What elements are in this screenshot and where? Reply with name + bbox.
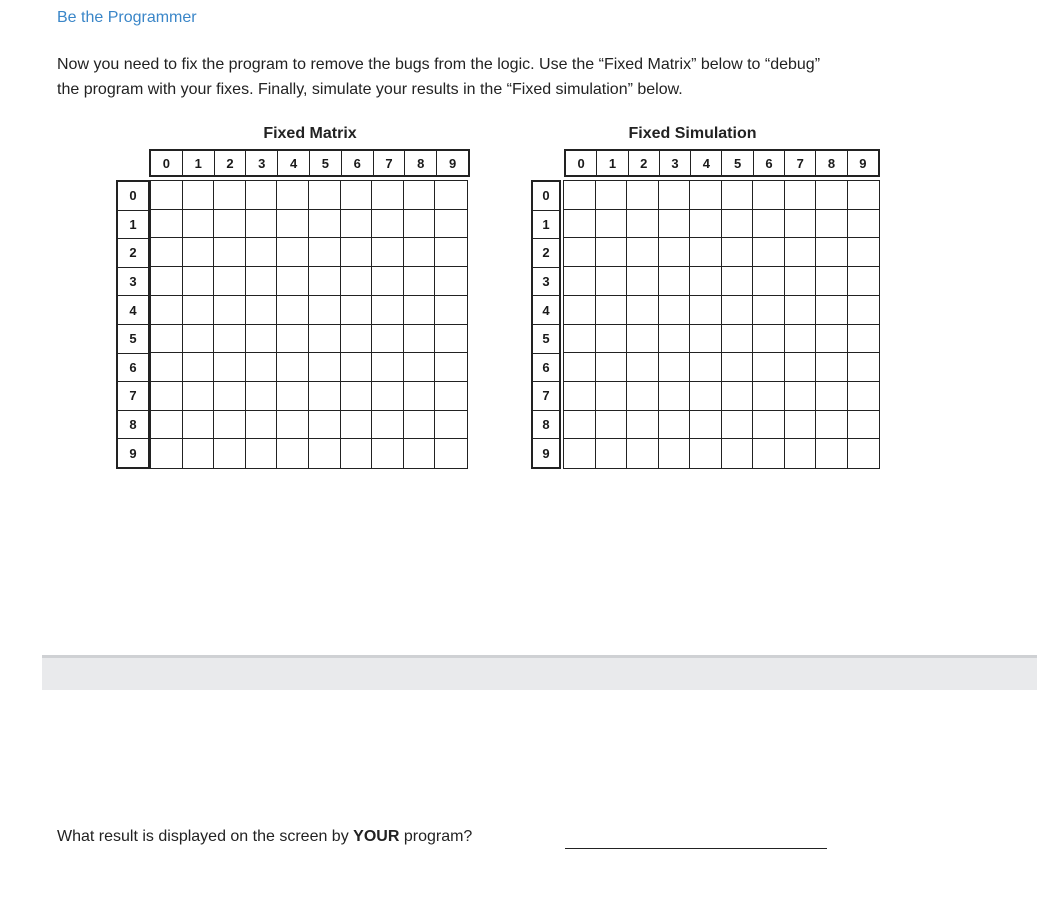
grid-cell[interactable] bbox=[341, 267, 373, 296]
grid-cell[interactable] bbox=[564, 325, 596, 354]
grid-cell[interactable] bbox=[341, 325, 373, 354]
grid-cell[interactable] bbox=[722, 382, 754, 411]
row-header: 0 bbox=[118, 182, 148, 211]
grid-cell[interactable] bbox=[183, 296, 215, 325]
row-header: 5 bbox=[118, 325, 148, 354]
grid-cell[interactable] bbox=[722, 267, 754, 296]
grid-cell[interactable] bbox=[785, 439, 817, 468]
grid-cell[interactable] bbox=[564, 411, 596, 440]
grid-cell[interactable] bbox=[435, 210, 467, 239]
grid-cell[interactable] bbox=[309, 411, 341, 440]
page-heading: Be the Programmer bbox=[57, 9, 197, 26]
grid-cell[interactable] bbox=[722, 353, 754, 382]
grid-cell[interactable] bbox=[404, 210, 436, 239]
grid-cell[interactable] bbox=[816, 238, 848, 267]
instructions-line-1: Now you need to fix the program to remove the bugs from the logic. Use the “Fixed Matrix” below to “debug” bbox=[57, 56, 821, 73]
grid-cell[interactable] bbox=[214, 238, 246, 267]
grid-cell[interactable] bbox=[753, 382, 785, 411]
grid-cell[interactable] bbox=[659, 411, 691, 440]
grid-cell[interactable] bbox=[564, 238, 596, 267]
grid-cell[interactable] bbox=[753, 353, 785, 382]
grid-cell[interactable] bbox=[659, 325, 691, 354]
grid-cell[interactable] bbox=[404, 411, 436, 440]
grid-cell[interactable] bbox=[183, 181, 215, 210]
grid-title: Fixed Matrix bbox=[263, 125, 357, 142]
grid-cell[interactable] bbox=[246, 210, 278, 239]
column-header: 3 bbox=[246, 151, 278, 175]
grid-cell[interactable] bbox=[183, 411, 215, 440]
column-header: 1 bbox=[183, 151, 215, 175]
grid-cell[interactable] bbox=[372, 353, 404, 382]
row-header: 4 bbox=[533, 296, 559, 325]
grid-cell[interactable] bbox=[372, 296, 404, 325]
grid-cell[interactable] bbox=[627, 411, 659, 440]
grid-cell[interactable] bbox=[309, 296, 341, 325]
grid-cell[interactable] bbox=[372, 411, 404, 440]
grid-cell[interactable] bbox=[214, 210, 246, 239]
grid-cell[interactable] bbox=[404, 267, 436, 296]
grid-cell[interactable] bbox=[627, 439, 659, 468]
grid-cell[interactable] bbox=[214, 411, 246, 440]
grid-cell[interactable] bbox=[151, 181, 183, 210]
grid-cell[interactable] bbox=[341, 181, 373, 210]
row-header: 9 bbox=[129, 445, 137, 461]
grid-cell[interactable] bbox=[753, 411, 785, 440]
grid-cell[interactable] bbox=[596, 267, 628, 296]
grid-cell[interactable] bbox=[785, 325, 817, 354]
column-header: 1 bbox=[597, 151, 628, 175]
grid-cell[interactable] bbox=[848, 353, 880, 382]
grid-cell[interactable] bbox=[277, 296, 309, 325]
column-header: 5 bbox=[310, 151, 342, 175]
instructions-line-2: the program with your fixes. Finally, simulate your results in the “Fixed simulation” below. bbox=[57, 81, 683, 98]
grid-cell[interactable] bbox=[277, 181, 309, 210]
column-header-row bbox=[149, 149, 470, 177]
grid-cell[interactable] bbox=[690, 181, 722, 210]
grid-cell[interactable] bbox=[246, 296, 278, 325]
grid-cells bbox=[150, 180, 468, 469]
column-header: 6 bbox=[342, 151, 374, 175]
grid-cell[interactable] bbox=[435, 296, 467, 325]
row-header: 7 bbox=[118, 382, 148, 411]
grid-cell[interactable] bbox=[404, 181, 436, 210]
grid-cell[interactable] bbox=[627, 210, 659, 239]
grid-cell[interactable] bbox=[246, 267, 278, 296]
grid-cell[interactable] bbox=[309, 439, 341, 468]
row-header: 6 bbox=[118, 354, 148, 383]
answer-blank-line[interactable] bbox=[565, 848, 827, 849]
grid-cell[interactable] bbox=[277, 325, 309, 354]
grid-cell[interactable] bbox=[627, 238, 659, 267]
grid-cell[interactable] bbox=[848, 181, 880, 210]
grid-cell[interactable] bbox=[659, 267, 691, 296]
grid-cell[interactable] bbox=[564, 382, 596, 411]
grid-cell[interactable] bbox=[309, 325, 341, 354]
grid-cell[interactable] bbox=[151, 382, 183, 411]
row-header: 3 bbox=[533, 268, 559, 297]
grid-cell[interactable] bbox=[277, 382, 309, 411]
row-header: 8 bbox=[118, 411, 148, 440]
grid-cell[interactable] bbox=[627, 296, 659, 325]
grid-cell[interactable] bbox=[596, 325, 628, 354]
grid-cell[interactable] bbox=[151, 353, 183, 382]
grid-cell[interactable] bbox=[151, 296, 183, 325]
grid-cell[interactable] bbox=[341, 411, 373, 440]
column-header: 9 bbox=[859, 155, 867, 171]
column-header: 6 bbox=[754, 151, 785, 175]
row-header: 5 bbox=[533, 325, 559, 354]
row-header: 2 bbox=[118, 239, 148, 268]
grid-cell[interactable] bbox=[309, 267, 341, 296]
grid-cell[interactable] bbox=[753, 439, 785, 468]
question-emphasis: YOUR bbox=[353, 828, 400, 845]
grid-cell[interactable] bbox=[722, 439, 754, 468]
grid-cell[interactable] bbox=[848, 210, 880, 239]
column-header: 0 bbox=[151, 151, 183, 175]
grid-cell[interactable] bbox=[372, 267, 404, 296]
grid-cells bbox=[563, 180, 880, 469]
grid-cell[interactable] bbox=[753, 267, 785, 296]
column-header: 7 bbox=[374, 151, 406, 175]
grid-cell[interactable] bbox=[848, 411, 880, 440]
grid-cell[interactable] bbox=[183, 325, 215, 354]
column-header: 8 bbox=[816, 151, 847, 175]
grid-cell[interactable] bbox=[564, 267, 596, 296]
grid-cell[interactable] bbox=[816, 382, 848, 411]
grid-cell[interactable] bbox=[246, 181, 278, 210]
grid-cell[interactable] bbox=[627, 353, 659, 382]
grid-cell[interactable] bbox=[341, 296, 373, 325]
grid-cell[interactable] bbox=[659, 181, 691, 210]
grid-cell[interactable] bbox=[246, 238, 278, 267]
grid-cell[interactable] bbox=[183, 210, 215, 239]
grid-cell[interactable] bbox=[753, 296, 785, 325]
grid-cell[interactable] bbox=[151, 325, 183, 354]
grid-cell[interactable] bbox=[690, 210, 722, 239]
grid-cell[interactable] bbox=[309, 181, 341, 210]
grid-cell[interactable] bbox=[753, 238, 785, 267]
grid-cell[interactable] bbox=[564, 296, 596, 325]
grid-cell[interactable] bbox=[277, 267, 309, 296]
grid-cell[interactable] bbox=[785, 296, 817, 325]
grid-cell[interactable] bbox=[246, 411, 278, 440]
grid-cell[interactable] bbox=[816, 439, 848, 468]
grid-cell[interactable] bbox=[246, 439, 278, 468]
grid-cell[interactable] bbox=[183, 238, 215, 267]
question-before: What result is displayed on the screen by bbox=[57, 828, 354, 845]
grid-cell[interactable] bbox=[785, 181, 817, 210]
grid-cell[interactable] bbox=[151, 411, 183, 440]
grid-cell[interactable] bbox=[785, 353, 817, 382]
grid-cell[interactable] bbox=[246, 325, 278, 354]
grid-cell[interactable] bbox=[659, 353, 691, 382]
grid-cell[interactable] bbox=[214, 353, 246, 382]
grid-cell[interactable] bbox=[690, 353, 722, 382]
grid-cell[interactable] bbox=[214, 325, 246, 354]
grid-cell[interactable] bbox=[848, 439, 880, 468]
grid-cell[interactable] bbox=[309, 353, 341, 382]
grid-cell[interactable] bbox=[722, 296, 754, 325]
grid-cell[interactable] bbox=[341, 353, 373, 382]
grid-cell[interactable] bbox=[690, 411, 722, 440]
page-separator bbox=[42, 655, 1037, 690]
grid-cell[interactable] bbox=[214, 181, 246, 210]
grid-cell[interactable] bbox=[151, 439, 183, 468]
grid-cell[interactable] bbox=[816, 411, 848, 440]
grid-cell[interactable] bbox=[722, 238, 754, 267]
grid-cell[interactable] bbox=[659, 210, 691, 239]
question-text bbox=[57, 828, 472, 846]
grid-cell[interactable] bbox=[627, 267, 659, 296]
grid-cell[interactable] bbox=[596, 181, 628, 210]
grid-cell[interactable] bbox=[372, 382, 404, 411]
grid-cell[interactable] bbox=[690, 439, 722, 468]
column-header: 3 bbox=[660, 151, 691, 175]
grid-cell[interactable] bbox=[659, 382, 691, 411]
column-header: 2 bbox=[629, 151, 660, 175]
grid-cell[interactable] bbox=[659, 439, 691, 468]
grid-cell[interactable] bbox=[404, 325, 436, 354]
grid-cell[interactable] bbox=[151, 210, 183, 239]
grid-cell[interactable] bbox=[341, 238, 373, 267]
instructions-paragraph bbox=[57, 52, 1017, 102]
grid-cell[interactable] bbox=[404, 439, 436, 468]
row-header: 1 bbox=[533, 211, 559, 240]
grid-cell[interactable] bbox=[627, 325, 659, 354]
grid-cell[interactable] bbox=[404, 238, 436, 267]
grid-cell[interactable] bbox=[183, 382, 215, 411]
grid-cell[interactable] bbox=[246, 382, 278, 411]
column-header: 2 bbox=[215, 151, 247, 175]
grid-cell[interactable] bbox=[404, 353, 436, 382]
grid-cell[interactable] bbox=[564, 439, 596, 468]
grid-cell[interactable] bbox=[277, 210, 309, 239]
grid-cell[interactable] bbox=[690, 238, 722, 267]
column-header-row bbox=[564, 149, 880, 177]
grid-cell[interactable] bbox=[627, 181, 659, 210]
column-header: 0 bbox=[566, 151, 597, 175]
grid-cell[interactable] bbox=[848, 267, 880, 296]
grid-cell[interactable] bbox=[690, 296, 722, 325]
grid-cell[interactable] bbox=[564, 181, 596, 210]
grid-cell[interactable] bbox=[690, 267, 722, 296]
column-header: 8 bbox=[405, 151, 437, 175]
grid-cell[interactable] bbox=[848, 325, 880, 354]
grid-cell[interactable] bbox=[246, 353, 278, 382]
grid-cell[interactable] bbox=[816, 181, 848, 210]
grid-cell[interactable] bbox=[277, 411, 309, 440]
grid-cell[interactable] bbox=[785, 210, 817, 239]
grid-cell[interactable] bbox=[372, 210, 404, 239]
grid-cell[interactable] bbox=[785, 267, 817, 296]
column-header: 4 bbox=[278, 151, 310, 175]
row-header: 8 bbox=[533, 411, 559, 440]
grid-cell[interactable] bbox=[848, 296, 880, 325]
grid-cell[interactable] bbox=[659, 238, 691, 267]
grid-cell[interactable] bbox=[596, 238, 628, 267]
grid-cell[interactable] bbox=[214, 439, 246, 468]
grid-cell[interactable] bbox=[816, 210, 848, 239]
row-header: 1 bbox=[118, 211, 148, 240]
row-header: 9 bbox=[542, 445, 550, 461]
grid-cell[interactable] bbox=[753, 325, 785, 354]
grid-cell[interactable] bbox=[372, 238, 404, 267]
grid-cell[interactable] bbox=[785, 238, 817, 267]
grid-cell[interactable] bbox=[753, 181, 785, 210]
grid-cell[interactable] bbox=[404, 382, 436, 411]
grid-cell[interactable] bbox=[627, 382, 659, 411]
grid-cell[interactable] bbox=[435, 439, 467, 468]
grid-cell[interactable] bbox=[848, 382, 880, 411]
grid-cell[interactable] bbox=[372, 325, 404, 354]
grid-cell[interactable] bbox=[341, 210, 373, 239]
grid-cell[interactable] bbox=[277, 353, 309, 382]
row-header: 3 bbox=[118, 268, 148, 297]
column-header: 9 bbox=[448, 155, 457, 171]
row-header: 2 bbox=[533, 239, 559, 268]
grid-cell[interactable] bbox=[183, 353, 215, 382]
row-header: 7 bbox=[533, 382, 559, 411]
grid-cell[interactable] bbox=[722, 210, 754, 239]
grid-cell[interactable] bbox=[435, 267, 467, 296]
grid-cell[interactable] bbox=[596, 353, 628, 382]
grid-cell[interactable] bbox=[435, 382, 467, 411]
grid-cell[interactable] bbox=[816, 353, 848, 382]
grid-cell[interactable] bbox=[722, 325, 754, 354]
grid-cell[interactable] bbox=[435, 411, 467, 440]
grid-cell[interactable] bbox=[816, 296, 848, 325]
grid-cell[interactable] bbox=[816, 325, 848, 354]
row-header: 6 bbox=[533, 354, 559, 383]
question-after: program? bbox=[399, 828, 473, 845]
grid-cell[interactable] bbox=[214, 296, 246, 325]
grid-cell[interactable] bbox=[722, 411, 754, 440]
grid-cell[interactable] bbox=[690, 382, 722, 411]
grid-cell[interactable] bbox=[214, 382, 246, 411]
column-header: 7 bbox=[785, 151, 816, 175]
grid-cell[interactable] bbox=[435, 353, 467, 382]
grid-cell[interactable] bbox=[816, 267, 848, 296]
grid-cell[interactable] bbox=[341, 439, 373, 468]
grid-cell[interactable] bbox=[183, 439, 215, 468]
grid-cell[interactable] bbox=[564, 210, 596, 239]
row-header: 0 bbox=[533, 182, 559, 211]
grid-cell[interactable] bbox=[183, 267, 215, 296]
row-header-column bbox=[531, 180, 561, 469]
grid-cell[interactable] bbox=[277, 238, 309, 267]
grid-cell[interactable] bbox=[596, 296, 628, 325]
grid-cell[interactable] bbox=[309, 382, 341, 411]
grid-cell[interactable] bbox=[596, 382, 628, 411]
grid-cell[interactable] bbox=[753, 210, 785, 239]
column-header: 4 bbox=[691, 151, 722, 175]
grid-cell[interactable] bbox=[435, 325, 467, 354]
grid-cell[interactable] bbox=[435, 181, 467, 210]
grid-cell[interactable] bbox=[690, 325, 722, 354]
grid-cell[interactable] bbox=[596, 411, 628, 440]
grid-cell[interactable] bbox=[151, 267, 183, 296]
row-header: 4 bbox=[118, 296, 148, 325]
grid-cell[interactable] bbox=[564, 353, 596, 382]
grid-cell[interactable] bbox=[404, 296, 436, 325]
grid-cell[interactable] bbox=[596, 439, 628, 468]
grid-cell[interactable] bbox=[596, 210, 628, 239]
row-header-column bbox=[116, 180, 150, 469]
grid-cell[interactable] bbox=[309, 238, 341, 267]
grid-cell[interactable] bbox=[277, 439, 309, 468]
grid-cell[interactable] bbox=[341, 382, 373, 411]
grid-cell[interactable] bbox=[785, 411, 817, 440]
grid-cell[interactable] bbox=[214, 267, 246, 296]
grid-cell[interactable] bbox=[151, 238, 183, 267]
grid-cell[interactable] bbox=[659, 296, 691, 325]
grid-cell[interactable] bbox=[722, 181, 754, 210]
grid-title: Fixed Simulation bbox=[628, 125, 757, 142]
grid-cell[interactable] bbox=[309, 210, 341, 239]
grid-cell[interactable] bbox=[848, 238, 880, 267]
grid-cell[interactable] bbox=[785, 382, 817, 411]
grid-cell[interactable] bbox=[435, 238, 467, 267]
column-header: 5 bbox=[722, 151, 753, 175]
grid-cell[interactable] bbox=[372, 181, 404, 210]
grid-cell[interactable] bbox=[372, 439, 404, 468]
